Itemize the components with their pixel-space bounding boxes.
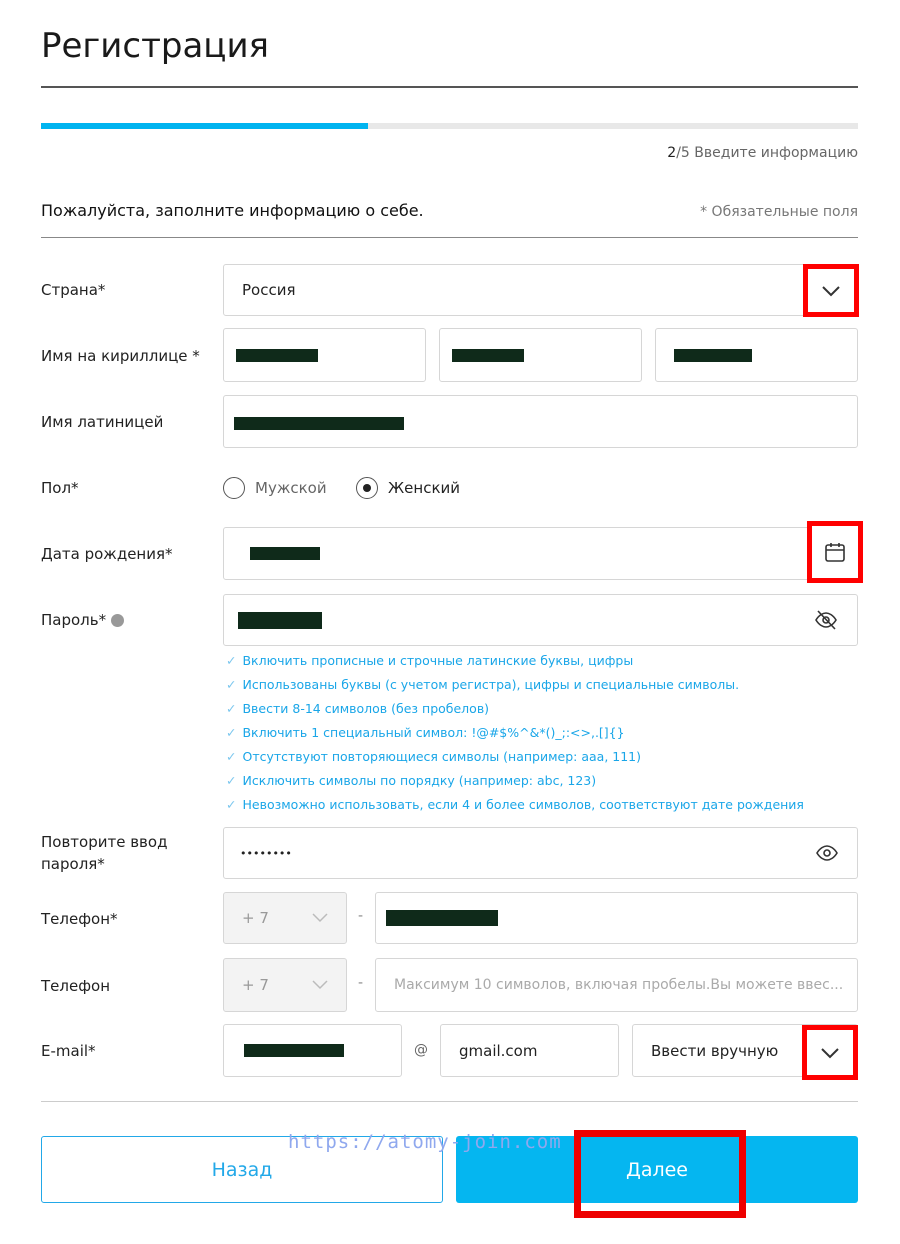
phone-code: + 7	[242, 976, 269, 994]
middle-name-input[interactable]	[655, 328, 858, 382]
check-icon: ✓	[226, 701, 237, 716]
eye-off-icon[interactable]	[814, 608, 838, 636]
password-label: Пароль*	[41, 609, 124, 631]
gender-male-radio[interactable]	[223, 477, 327, 499]
first-name-input[interactable]	[439, 328, 642, 382]
email-domain-input[interactable]	[440, 1024, 619, 1077]
next-label: Далее	[625, 1158, 688, 1181]
phone2-input[interactable]	[375, 958, 858, 1012]
check-icon: ✓	[226, 653, 237, 668]
hint-text: Использованы буквы (с учетом регистра), цифры и специальные символы.	[242, 677, 740, 692]
phone-input[interactable]	[375, 892, 858, 944]
redacted-value	[236, 349, 318, 362]
email-dropdown-button[interactable]	[802, 1025, 858, 1080]
calendar-button[interactable]	[807, 521, 863, 583]
chevron-down-icon	[820, 1047, 840, 1059]
check-icon: ✓	[226, 773, 237, 788]
divider	[41, 86, 858, 88]
check-icon: ✓	[226, 797, 237, 812]
phone-code-select[interactable]	[223, 892, 347, 944]
password-hint	[226, 653, 633, 668]
required-note: * Обязательные поля	[700, 204, 858, 220]
watermark: https://atomy-join.com	[288, 1131, 562, 1153]
last-name-input[interactable]	[223, 328, 426, 382]
hint-text: Включить 1 специальный символ: !@#$%^&*()_;:<>,.[]{}	[242, 725, 625, 740]
phone2-placeholder: Максимум 10 символов, включая пробелы.Вы можете ввес...	[394, 977, 844, 993]
redacted-value	[244, 1044, 344, 1057]
dash: -	[358, 975, 364, 991]
password-hint	[226, 773, 596, 788]
name-cyrillic-label: Имя на кириллице *	[41, 347, 200, 365]
gender-label: Пол*	[41, 479, 79, 497]
country-label: Страна*	[41, 281, 106, 299]
password-hint	[226, 677, 739, 692]
gender-female-label: Женский	[388, 479, 460, 497]
email-user-input[interactable]	[223, 1024, 402, 1077]
phone-code: + 7	[242, 909, 269, 927]
back-button[interactable]: Назад	[41, 1136, 443, 1203]
step-indicator: 2/5 Введите информацию	[667, 145, 858, 161]
gender-female-radio[interactable]	[356, 477, 460, 499]
radio-checked	[356, 477, 378, 499]
country-dropdown-button[interactable]	[803, 264, 859, 317]
gender-male-label: Мужской	[255, 479, 327, 497]
redacted-value	[250, 547, 320, 560]
redacted-value	[386, 910, 498, 926]
phone-label: Телефон*	[41, 910, 118, 928]
phone2-code-select[interactable]	[223, 958, 347, 1012]
password-dots: ••••••••	[240, 846, 292, 860]
progress-bar	[41, 123, 858, 129]
email-domain: gmail.com	[459, 1041, 538, 1060]
password-hint	[226, 797, 804, 812]
check-icon: ✓	[226, 749, 237, 764]
birthdate-input[interactable]	[223, 527, 858, 580]
chevron-down-icon	[312, 913, 328, 923]
calendar-icon	[824, 541, 846, 563]
progress-fill	[41, 123, 368, 129]
country-value: Россия	[242, 281, 296, 299]
redacted-value	[674, 349, 752, 362]
at-sign: @	[414, 1042, 428, 1058]
hint-text: Исключить символы по порядку (например: abc, 123)	[242, 773, 597, 788]
birthdate-label: Дата рождения*	[41, 545, 173, 563]
phone2-label: Телефон	[41, 977, 111, 995]
password-hint	[226, 701, 489, 716]
chevron-down-icon	[821, 285, 841, 297]
redacted-value	[238, 612, 322, 629]
section-intro: Пожалуйста, заполните информацию о себе.	[41, 201, 424, 220]
check-icon: ✓	[226, 725, 237, 740]
password-hint	[226, 749, 641, 764]
email-mode: Ввести вручную	[651, 1041, 779, 1060]
page-title: Регистрация	[41, 26, 269, 66]
name-latin-input[interactable]	[223, 395, 858, 448]
hint-text: Отсутствуют повторяющиеся символы (например: aaa, 111)	[242, 749, 642, 764]
eye-icon[interactable]	[815, 841, 839, 869]
repeat-password-input[interactable]	[223, 827, 858, 879]
country-select[interactable]	[223, 264, 858, 316]
email-label: E-mail*	[41, 1042, 96, 1060]
dash: -	[358, 908, 364, 924]
name-latin-label: Имя латиницей	[41, 413, 164, 431]
chevron-down-icon	[312, 980, 328, 990]
hint-text: Ввести 8-14 символов (без пробелов)	[242, 701, 490, 716]
info-icon[interactable]	[111, 614, 124, 627]
highlight-box	[574, 1130, 746, 1218]
password-hint	[226, 725, 625, 740]
radio-unchecked	[223, 477, 245, 499]
divider	[41, 1101, 858, 1102]
check-icon: ✓	[226, 677, 237, 692]
password-input[interactable]	[223, 594, 858, 646]
redacted-value	[452, 349, 524, 362]
divider	[41, 237, 858, 238]
hint-text: Включить прописные и строчные латинские буквы, цифры	[242, 653, 634, 668]
repeat-password-label: Повторите ввод пароля*	[41, 833, 168, 873]
redacted-value	[234, 417, 404, 430]
hint-text: Невозможно использовать, если 4 и более символов, соответствуют дате рождения	[242, 797, 804, 812]
